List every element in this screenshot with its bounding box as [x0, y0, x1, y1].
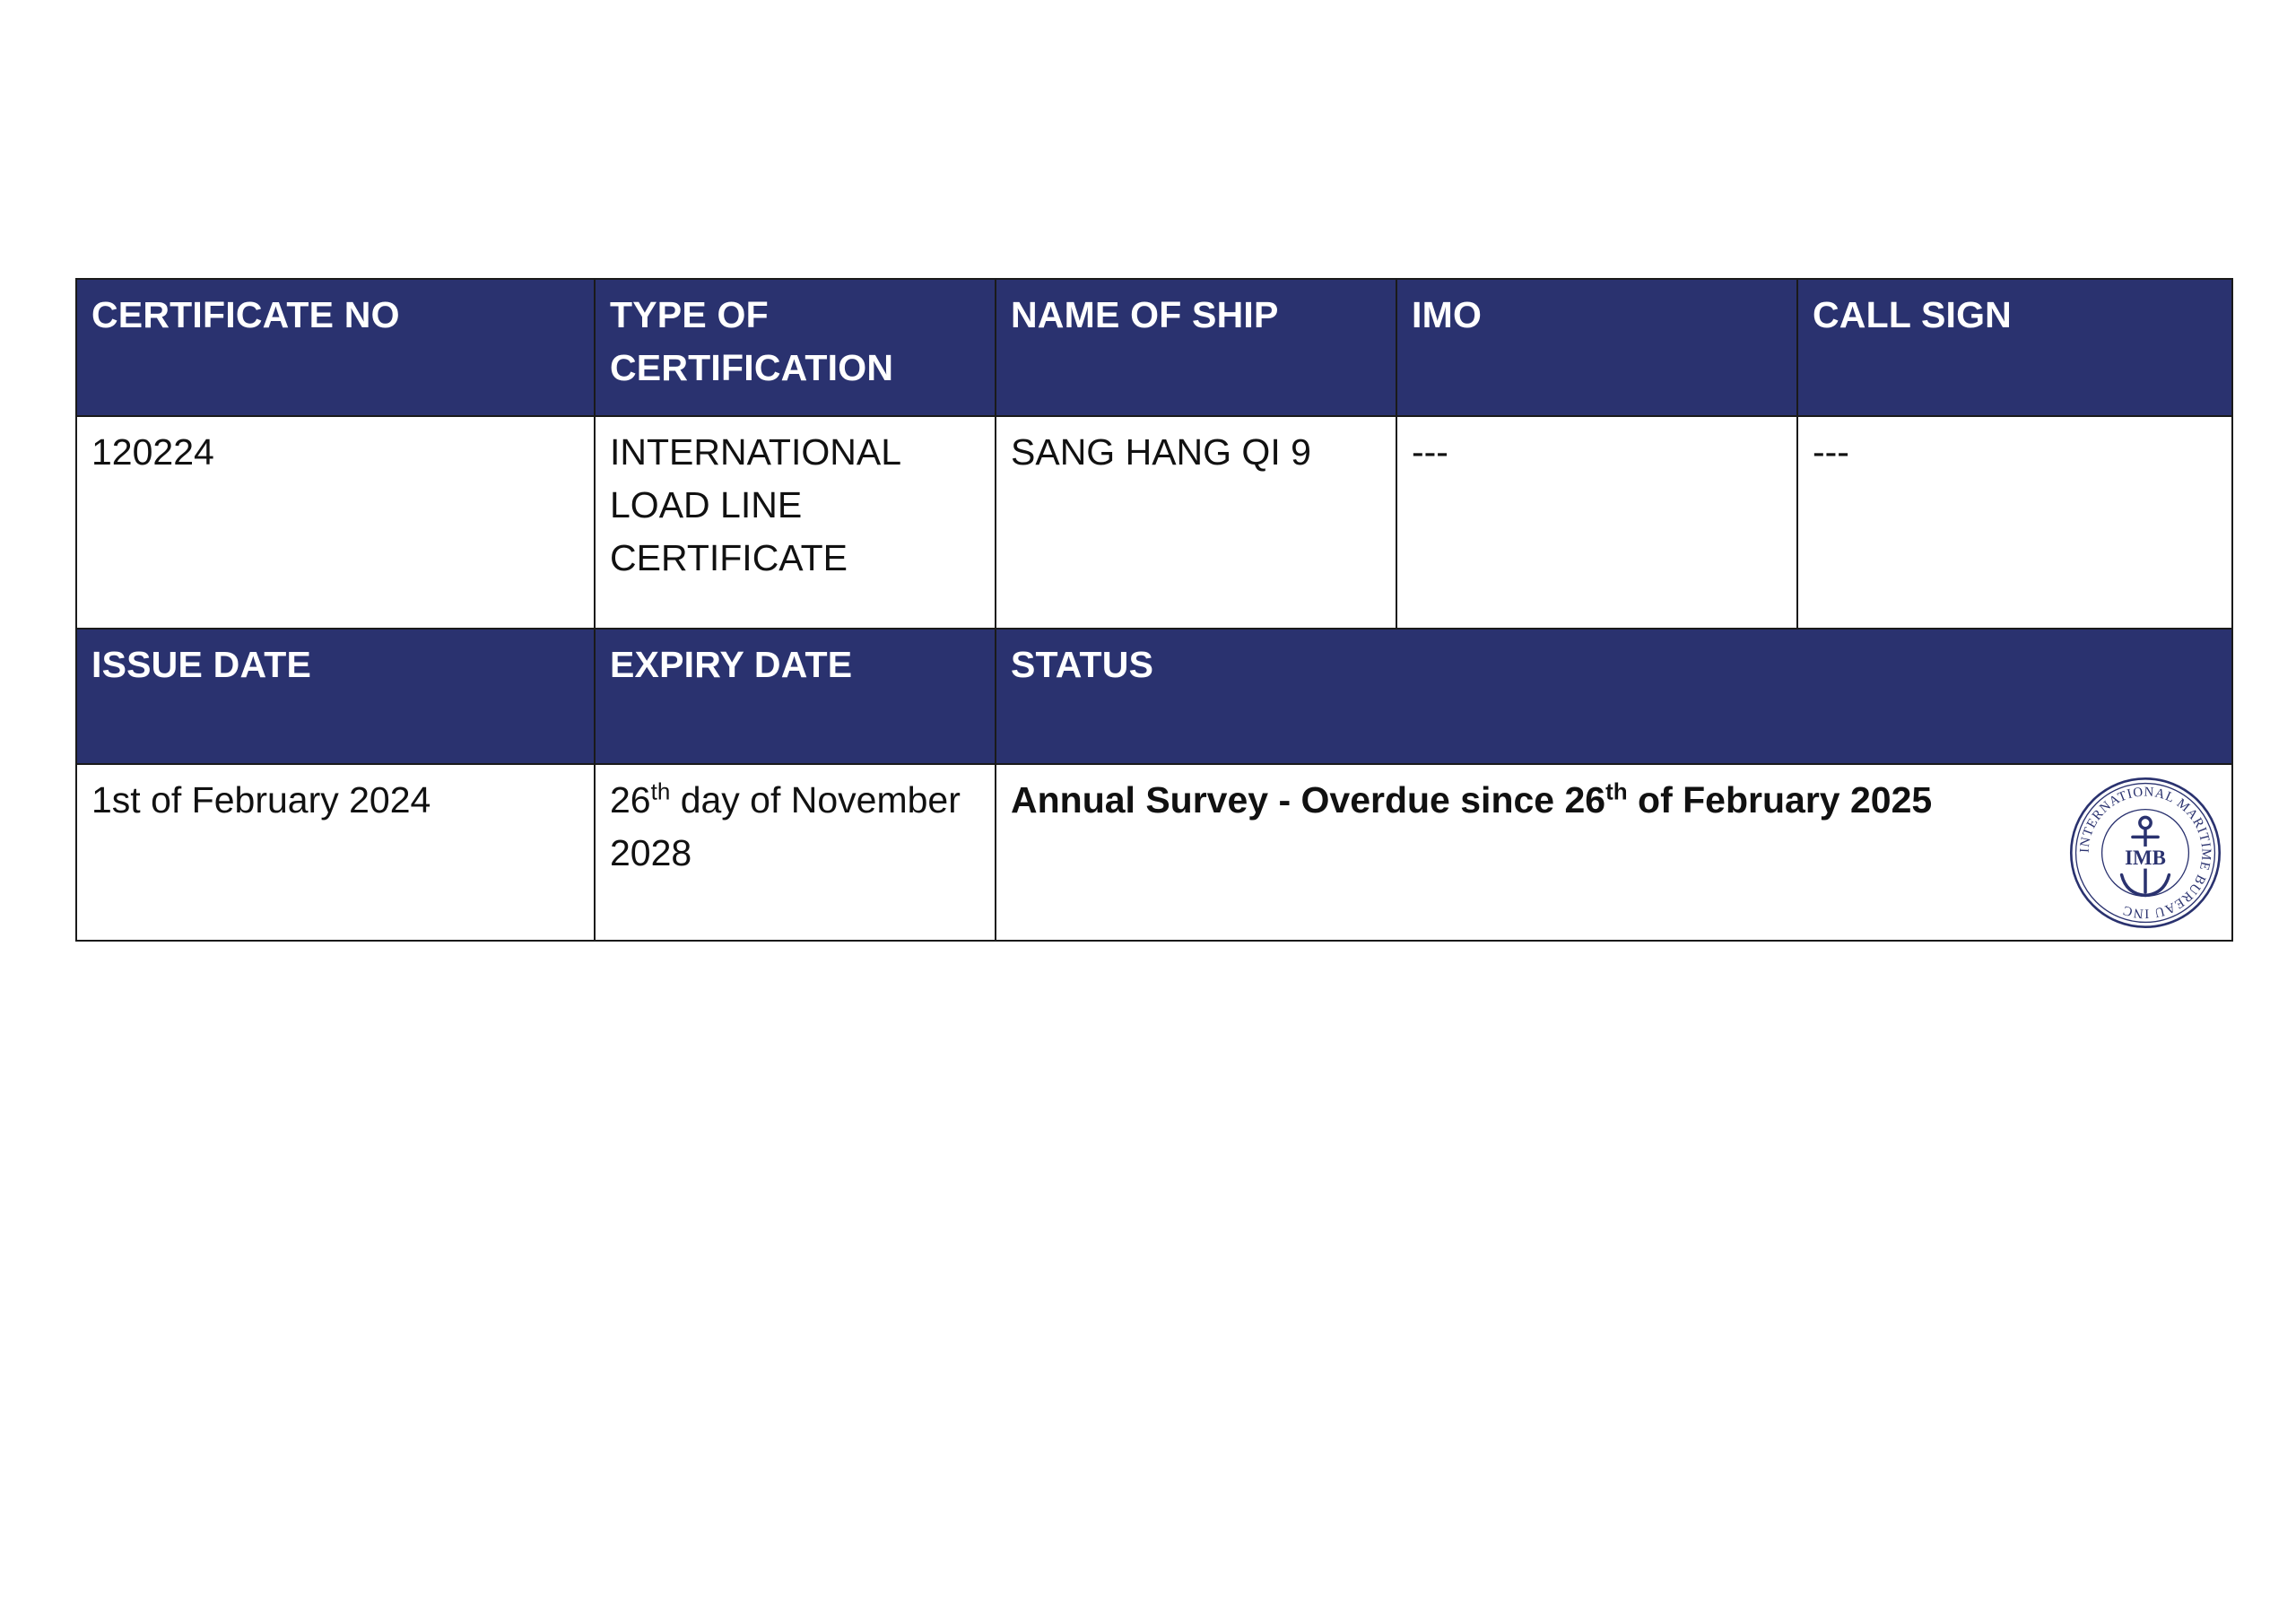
issue-date-value: 1st of February 2024 [76, 764, 595, 941]
certificate-table [75, 278, 2233, 942]
name-of-ship-header: NAME OF SHIP [996, 279, 1396, 416]
seal-outer-text: INTERNATIONAL MARITIME BUREAU INC [2077, 785, 2213, 921]
status-value [996, 764, 2232, 941]
status-ordinal: th [1605, 777, 1628, 805]
expiry-date-header: EXPIRY DATE [595, 629, 996, 764]
status-header: STATUS [996, 629, 2232, 764]
type-of-certification-header: TYPE OF CERTIFICATION [595, 279, 996, 416]
imo-header: IMO [1396, 279, 1797, 416]
call-sign-header: CALL SIGN [1797, 279, 2232, 416]
status-suffix: of February 2025 [1627, 779, 1933, 821]
seal-center-text: IMB [2125, 847, 2166, 870]
issue-date-header: ISSUE DATE [76, 629, 595, 764]
name-of-ship-value: SANG HANG QI 9 [996, 416, 1396, 629]
expiry-rest: day of November 2028 [610, 779, 961, 873]
certificate-no-header: CERTIFICATE NO [76, 279, 595, 416]
expiry-date-value [595, 764, 996, 941]
header-row-1 [76, 279, 2232, 416]
status-prefix: Annual Survey - Overdue since 26 [1011, 779, 1606, 821]
imb-seal-icon [2066, 774, 2224, 932]
status-text [1011, 779, 1932, 821]
value-row-2 [76, 764, 2232, 941]
type-of-certification-value: INTERNATIONAL LOAD LINE CERTIFICATE [595, 416, 996, 629]
expiry-ordinal: th [650, 777, 671, 805]
expiry-day: 26 [610, 779, 651, 821]
call-sign-value: --- [1797, 416, 2232, 629]
imo-value: --- [1396, 416, 1797, 629]
value-row-1 [76, 416, 2232, 629]
certificate-no-value: 120224 [76, 416, 595, 629]
header-row-2 [76, 629, 2232, 764]
